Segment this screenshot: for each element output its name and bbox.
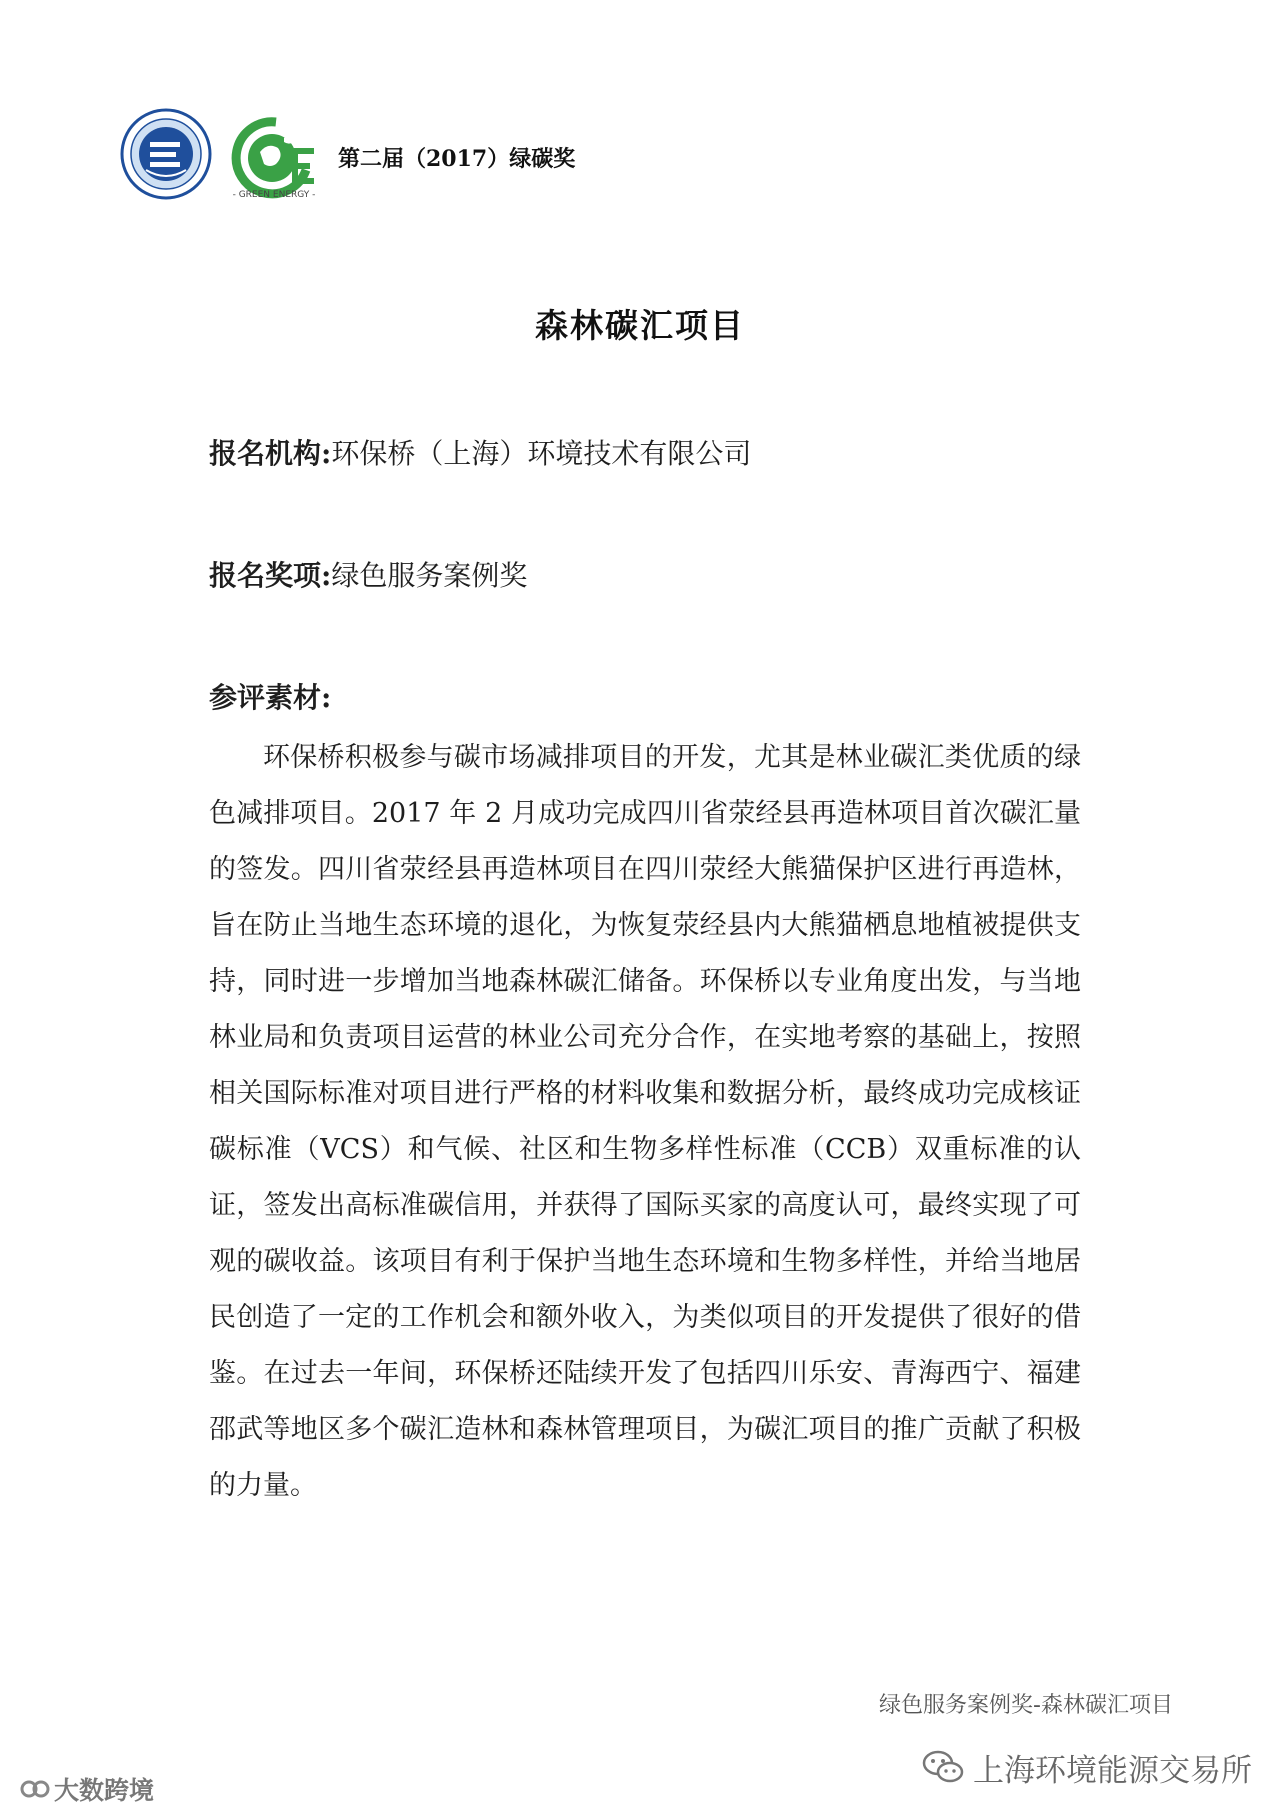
section-materials [209,676,331,716]
field-award-value: 绿色服务案例奖 [331,559,528,592]
field-organization [209,432,751,472]
document-title: 森林碳汇项目 [535,306,745,345]
wechat-watermark [921,1742,1252,1792]
shanghai-exchange-logo-icon [120,108,212,200]
dashu-logo-icon [20,1776,50,1802]
corner-watermark [20,1772,154,1806]
document-header [120,108,680,208]
footer-caption: 绿色服务案例奖-森林碳汇项目 [879,1693,1173,1718]
field-organization-label: 报名机构: [209,437,332,470]
field-award-label: 报名奖项: [209,559,332,592]
green-energy-subtext: - GREEN ENERGY - [232,190,316,200]
wechat-watermark-text: 上海环境能源交易所 [973,1752,1252,1789]
body-text [209,730,1081,1514]
field-organization-value: 环保桥（上海）环境技术有限公司 [331,437,752,470]
field-award [209,554,527,594]
section-materials-label: 参评素材: [209,681,332,714]
corner-watermark-text: 大数跨境 [54,1776,155,1805]
wechat-icon [921,1747,965,1787]
body-paragraph: 环保桥积极参与碳市场减排项目的开发，尤其是林业碳汇类优质的绿色减排项目。2017 年 2 月成功完成四川省荥经县再造林项目首次碳汇量的签发。四川省荥经县再造林项目在四川荥经大熊猫保护区进行再造林，旨在防止当地生态环境的退化，为恢复荥经县内大熊猫栖息地植被提供支持，同时进一步增加当地森林碳汇储备。环保桥以专业角度出发，与当地林业局和负责项目运营的林业公司充分合作，在实地考察的基础上，按照相关国际标准对项目进行严格的材料收集和数据分析，最终成功完成核证碳标准（VCS）和气候、社区和生物多样性标准（CCB）双重标准的认证，签发出高标准碳信用，并获得了国际买家的高度认可，最终实现了可观的碳收益。该项目有利于保护当地生态环境和生物多样性，并给当地居民创造了一定的工作机会和额外收入，为类似项目的开发提供了很好的借鉴。在过去一年间，环保桥还陆续开发了包括四川乐安、青海西宁、福建邵武等地区多个碳汇造林和森林管理项目，为碳汇项目的推广贡献了积极的力量。 [209,742,1081,1501]
edition-title: 第二届（2017）绿碳奖 [338,146,576,172]
